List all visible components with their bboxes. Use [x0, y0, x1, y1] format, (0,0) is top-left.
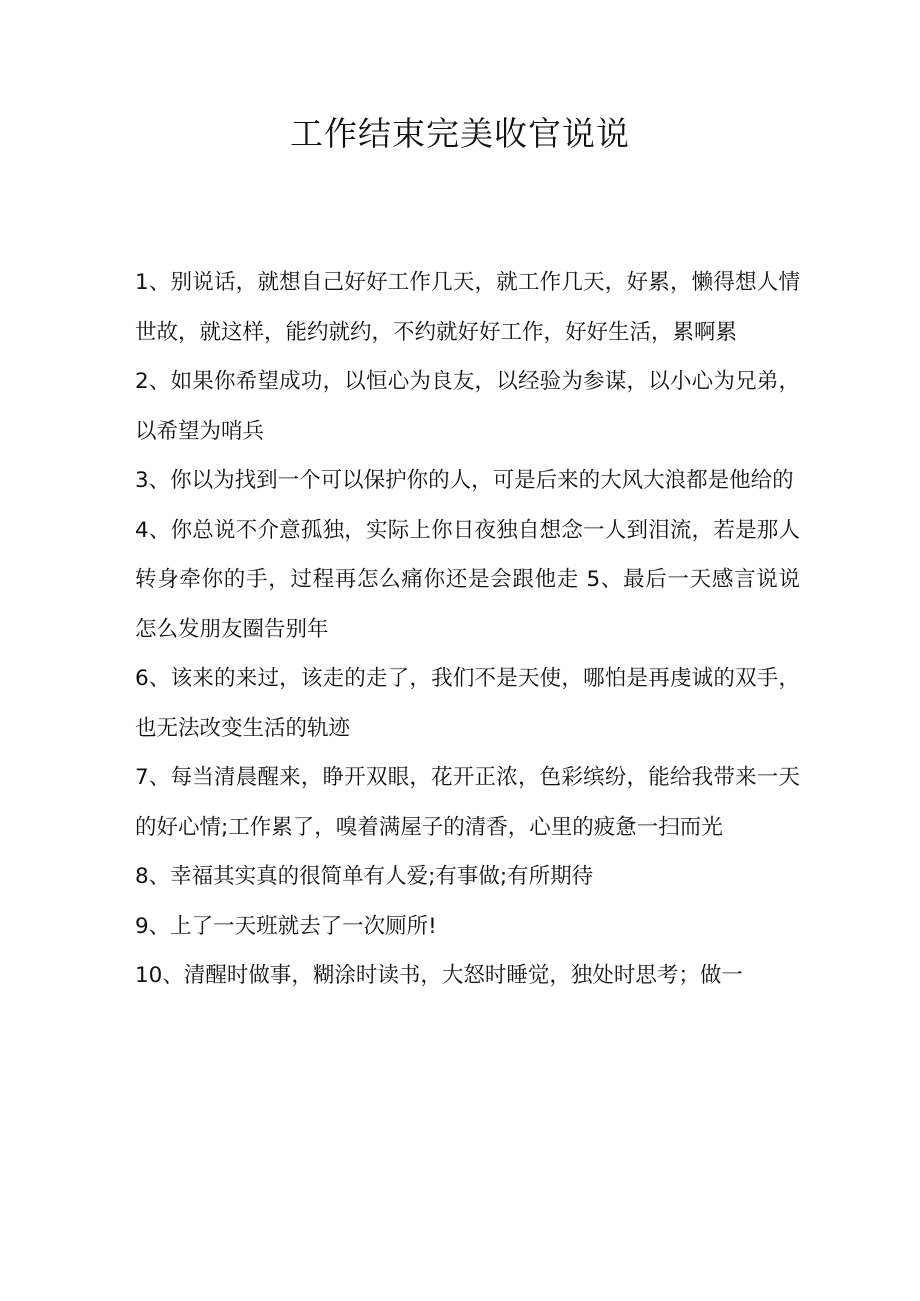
paragraph-1: 1、别说话，就想自己好好工作几天，就工作几天，好累，懒得想人情世故，就这样，能约就约，不约就好好工作，好好生活，累啊累 — [135, 270, 800, 345]
paragraph-4: 4、你总说不介意孤独，实际上你日夜独自想念一人到泪流，若是那人转身牵你的手，过程再怎么痛你还是会跟他走 5、最后一天感言说说怎么发朋友圈告别年 — [135, 517, 800, 642]
paragraph-2: 2、如果你希望成功，以恒心为良友，以经验为参谋，以小心为兄弟，以希望为哨兵 — [135, 369, 800, 444]
page-title: 工作结束完美收官说说 — [290, 114, 630, 153]
paragraph-9: 9、上了一天班就去了一次厕所! — [135, 913, 437, 939]
paragraph-7: 7、每当清晨醒来，睁开双眼，花开正浓，色彩缤纷，能给我带来一天的好心情;工作累了，嗅着满屋子的清香，心里的疲惫一扫而光 — [135, 765, 800, 840]
paragraph-3: 3、你以为找到一个可以保护你的人，可是后来的大风大浪都是他给的 — [135, 468, 794, 493]
paragraph-10: 10、清醒时做事，糊涂时读书，大怒时睡觉，独处时思考；做一 — [135, 963, 743, 988]
paragraph-6: 6、该来的来过，该走的走了，我们不是天使，哪怕是再虔诚的双手，也无法改变生活的轨迹 — [135, 666, 800, 741]
document-body — [135, 258, 800, 1001]
paragraph-8: 8、幸福其实真的很简单有人爱;有事做;有所期待 — [135, 864, 594, 889]
